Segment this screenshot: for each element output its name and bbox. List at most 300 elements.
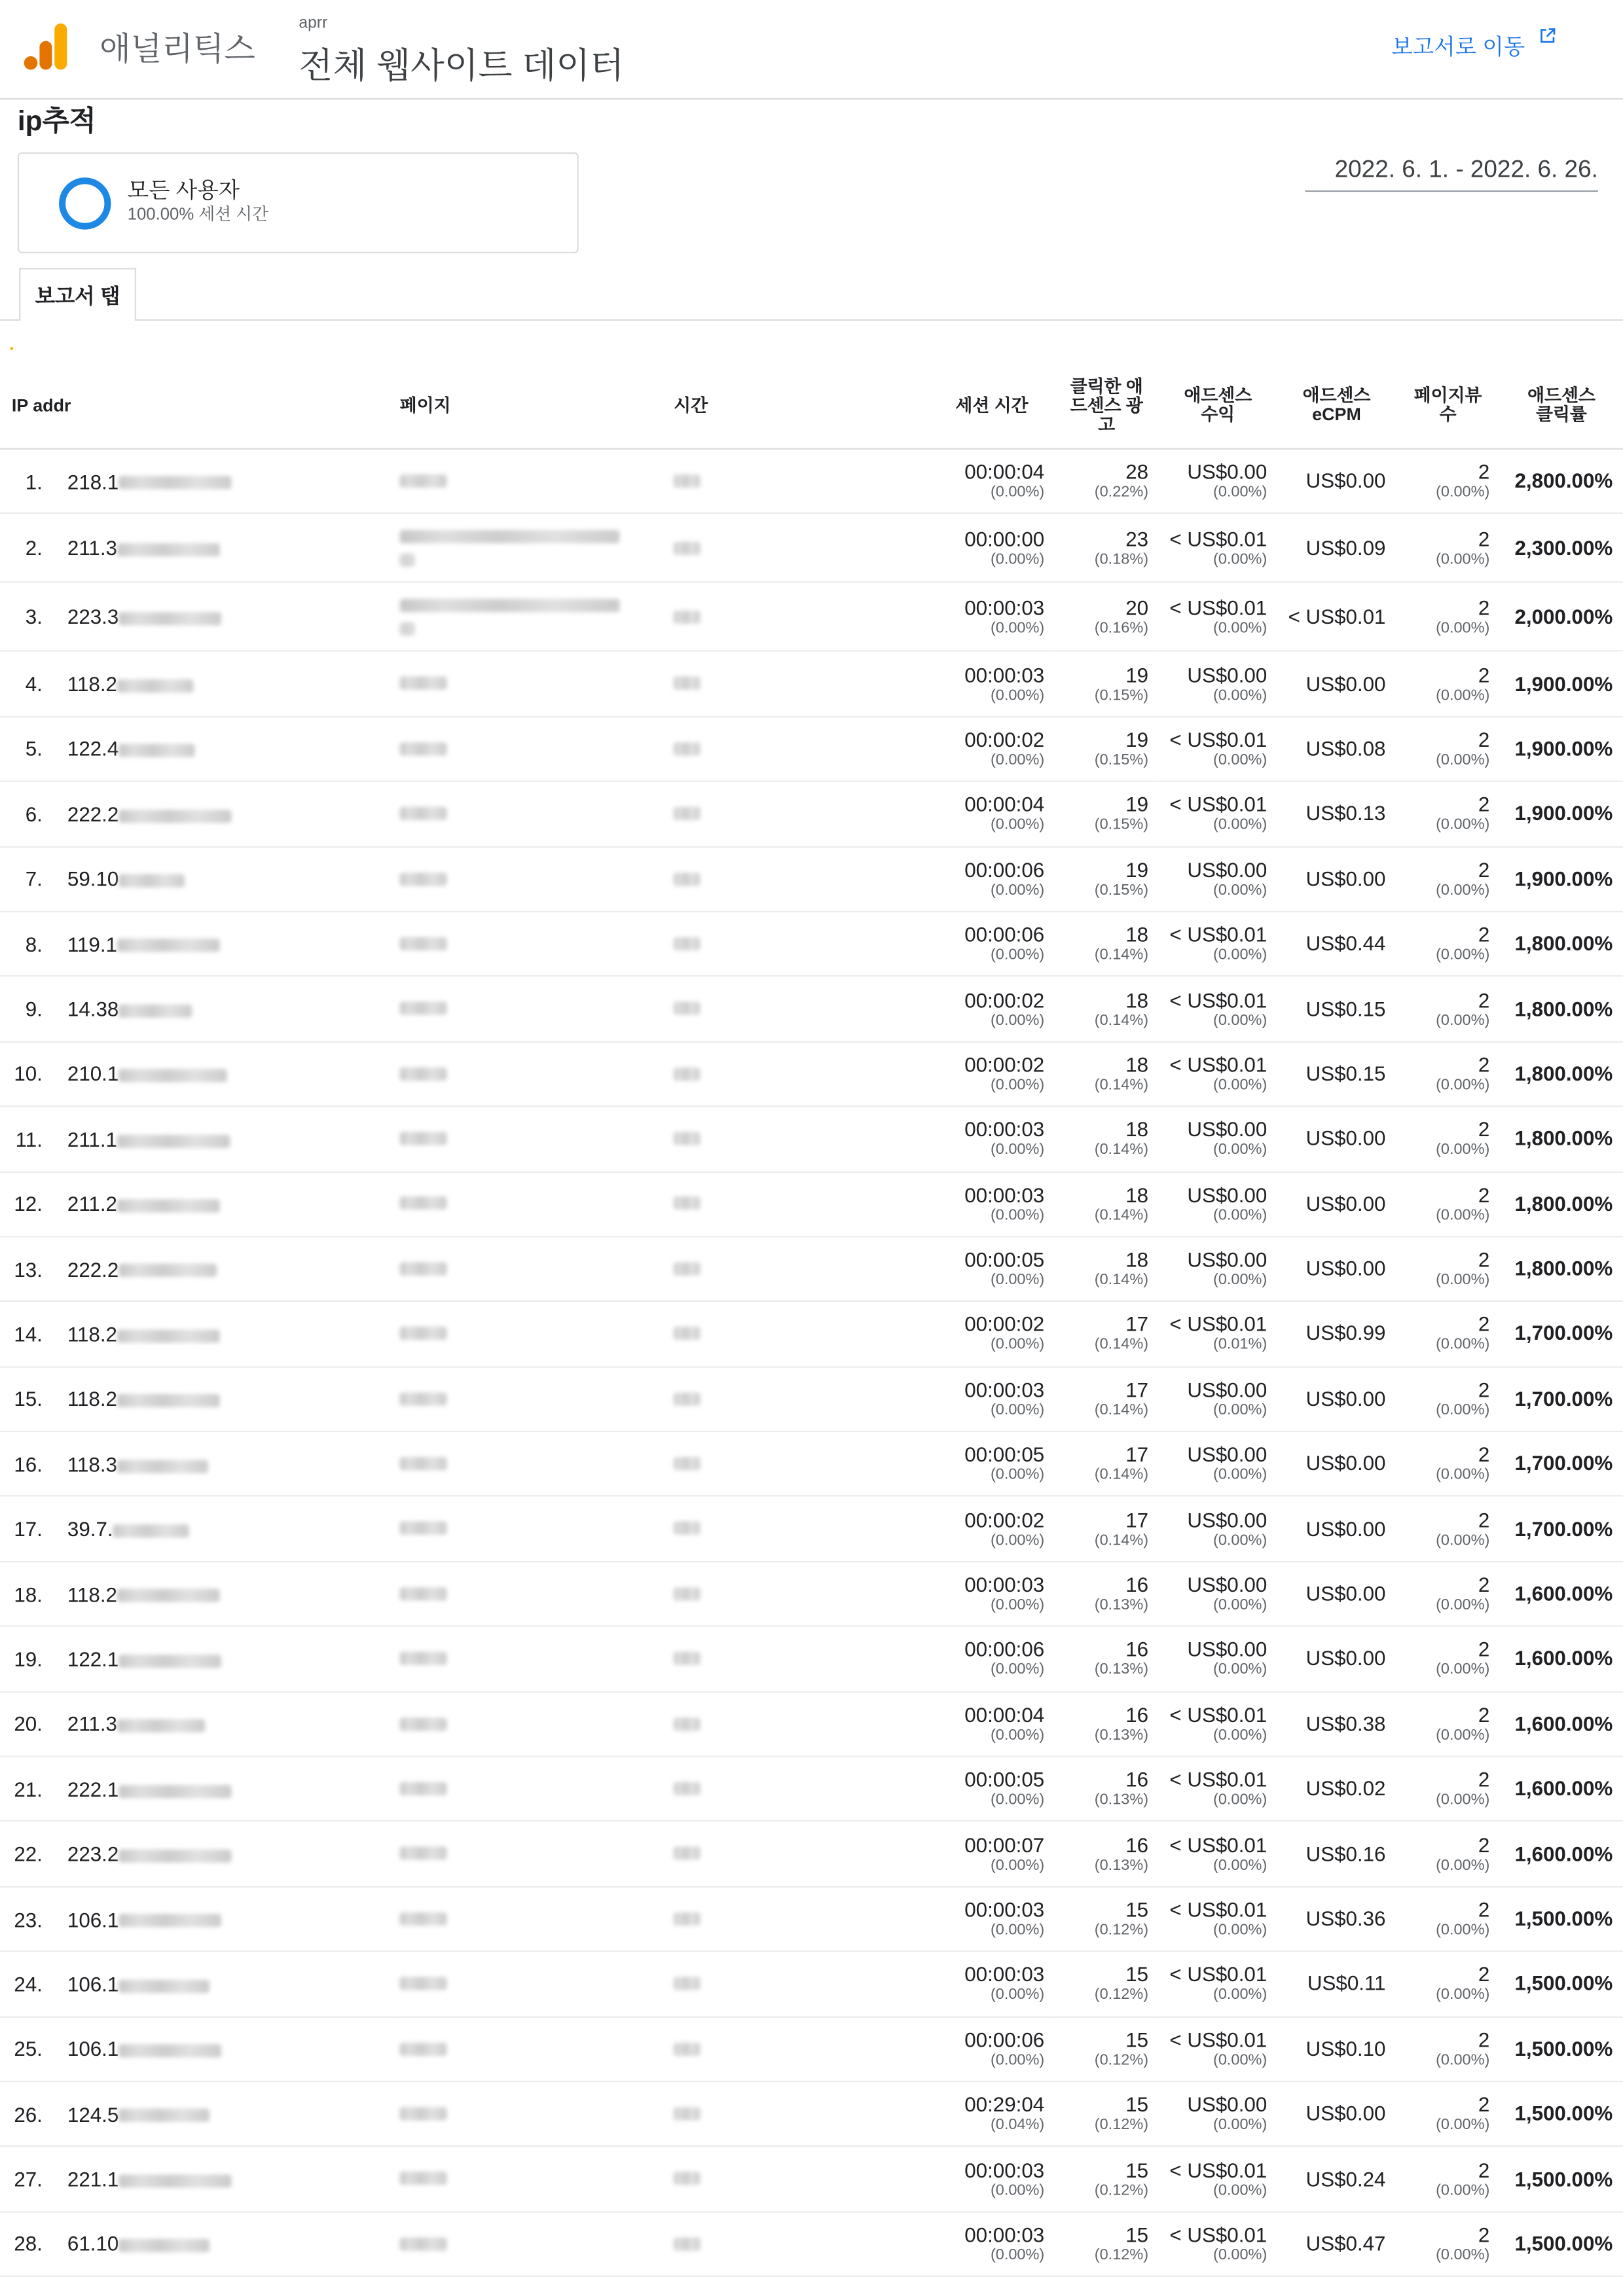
adsense-ctr-value: 1,800.00%	[1514, 1061, 1613, 1085]
adsense-ctr-cell	[1500, 781, 1623, 846]
time-redacted	[674, 1912, 700, 1925]
ip-cell	[56, 2147, 400, 2212]
pageviews-pct: (0.00%)	[1436, 2246, 1490, 2264]
page-redacted	[400, 1132, 447, 1145]
ip-visible: 211.1	[67, 1127, 117, 1151]
adsense-clicks-value: 19	[1125, 662, 1149, 687]
table-row	[0, 846, 1623, 911]
session-time-value: 00:00:06	[964, 1638, 1045, 1662]
adsense-clicks-pct: (0.14%)	[1094, 1401, 1149, 1419]
pageviews-value: 2	[1478, 1572, 1490, 1596]
adsense-clicks-value: 16	[1125, 1638, 1149, 1662]
time-cell	[674, 1626, 886, 1691]
session-time-value: 00:00:03	[964, 1378, 1045, 1401]
session-time-cell	[886, 1107, 1055, 1172]
adsense-revenue-cell	[1159, 912, 1277, 977]
time-cell	[674, 583, 886, 651]
adsense-ecpm-value: US$0.00	[1305, 1126, 1386, 1150]
pageviews-value: 2	[1478, 1638, 1490, 1662]
adsense-ctr-cell	[1500, 2081, 1623, 2146]
adsense-ctr-cell	[1500, 846, 1623, 911]
row-rank: 15.	[0, 1367, 56, 1431]
adsense-ecpm-cell	[1277, 1562, 1396, 1626]
report-title: ip추적	[17, 107, 96, 138]
adsense-clicks-pct: (0.15%)	[1094, 686, 1149, 704]
pageviews-cell	[1396, 1496, 1500, 1561]
session-time-cell	[886, 1952, 1055, 2017]
ip-cell	[56, 781, 400, 846]
row-rank: 17.	[0, 1496, 56, 1561]
session-time-value: 00:00:03	[964, 2157, 1045, 2181]
ip-cell	[56, 2212, 400, 2276]
time-redacted	[674, 677, 700, 690]
session-time-cell	[886, 1431, 1055, 1496]
adsense-ecpm-value: US$0.00	[1305, 1191, 1386, 1215]
adsense-revenue-pct: (0.00%)	[1213, 1986, 1267, 2004]
adsense-revenue-value: < US$0.01	[1169, 1052, 1267, 1077]
session-time-value: 00:00:00	[964, 527, 1045, 550]
adsense-ecpm-value: US$0.38	[1305, 1712, 1386, 1735]
adsense-clicks-cell	[1055, 1886, 1159, 1951]
adsense-ctr-value: 1,500.00%	[1514, 2036, 1613, 2060]
page-redacted	[400, 1977, 447, 1990]
adsense-clicks-cell	[1055, 1821, 1159, 1886]
adsense-clicks-value: 18	[1125, 1117, 1149, 1141]
time-redacted	[674, 1327, 700, 1340]
adsense-ecpm-value: US$0.99	[1305, 1321, 1386, 1345]
session-time-pct: (0.00%)	[990, 1921, 1045, 1939]
adsense-ctr-cell	[1500, 1562, 1623, 1626]
ip-redacted	[119, 1004, 192, 1017]
adsense-ecpm-value: US$0.16	[1305, 1841, 1386, 1865]
segment-card	[18, 152, 579, 253]
pageviews-cell	[1396, 1952, 1500, 2017]
ip-visible: 106.1	[67, 1972, 119, 1996]
session-time-cell	[886, 1757, 1055, 1821]
adsense-revenue-cell	[1159, 449, 1277, 514]
adsense-revenue-pct: (0.00%)	[1213, 1206, 1267, 1224]
adsense-ctr-value: 1,800.00%	[1514, 1256, 1613, 1280]
session-time-value: 00:00:03	[964, 596, 1045, 620]
row-rank: 16.	[0, 1431, 56, 1496]
adsense-clicks-value: 15	[1125, 1897, 1149, 1922]
page-cell	[400, 1886, 674, 1951]
row-rank: 4.	[0, 651, 56, 716]
pageviews-pct: (0.00%)	[1436, 751, 1490, 769]
ip-cell	[56, 1496, 400, 1561]
page-redacted	[400, 1457, 447, 1470]
adsense-clicks-pct: (0.14%)	[1094, 1271, 1149, 1289]
table-row	[0, 1367, 1623, 1431]
column-header-page: 페이지	[400, 363, 674, 449]
adsense-revenue-pct: (0.00%)	[1213, 619, 1267, 637]
pageviews-value: 2	[1478, 1962, 1490, 1986]
adsense-ecpm-value: US$0.47	[1305, 2231, 1386, 2255]
adsense-clicks-cell	[1055, 1626, 1159, 1691]
adsense-ctr-cell	[1500, 651, 1623, 716]
pageviews-value: 2	[1478, 2092, 1490, 2117]
ip-redacted	[117, 543, 220, 556]
pageviews-pct: (0.00%)	[1436, 686, 1490, 704]
adsense-clicks-pct: (0.13%)	[1094, 1856, 1149, 1874]
time-redacted	[674, 2172, 700, 2185]
external-link-icon	[1540, 28, 1556, 45]
time-redacted	[674, 1782, 700, 1795]
ip-redacted	[119, 1914, 221, 1928]
pageviews-pct: (0.00%)	[1436, 1401, 1490, 1419]
pageviews-pct: (0.00%)	[1436, 1206, 1490, 1224]
time-redacted	[674, 872, 700, 885]
pageviews-cell	[1396, 514, 1500, 583]
adsense-revenue-cell	[1159, 2212, 1277, 2276]
session-time-value: 00:00:06	[964, 857, 1045, 882]
page-cell	[400, 1302, 674, 1367]
table-row	[0, 449, 1623, 514]
adsense-clicks-pct: (0.13%)	[1094, 1596, 1149, 1614]
table-row	[0, 2212, 1623, 2276]
ip-cell	[56, 1041, 400, 1106]
adsense-clicks-pct: (0.13%)	[1094, 1661, 1149, 1679]
adsense-ecpm-cell	[1277, 1952, 1396, 2017]
pageviews-value: 2	[1478, 527, 1490, 550]
page-cell	[400, 1367, 674, 1431]
adsense-clicks-pct: (0.14%)	[1094, 946, 1149, 964]
row-rank: 14.	[0, 1302, 56, 1367]
app-name: 애널리틱스	[100, 30, 255, 67]
session-time-pct: (0.00%)	[990, 483, 1045, 501]
session-time-cell	[886, 977, 1055, 1041]
adsense-ecpm-value: < US$0.01	[1288, 604, 1386, 628]
goto-report-label: 보고서로 이동	[1391, 35, 1525, 60]
ip-cell	[56, 1626, 400, 1691]
adsense-revenue-cell	[1159, 2081, 1277, 2146]
table-row	[0, 1821, 1623, 1886]
loading-indicator-dot	[10, 347, 13, 350]
adsense-revenue-value: < US$0.01	[1169, 1767, 1267, 1791]
page-cell	[400, 846, 674, 911]
adsense-ctr-value: 1,800.00%	[1514, 996, 1613, 1020]
adsense-ecpm-value: US$0.36	[1305, 1906, 1386, 1930]
adsense-revenue-cell	[1159, 1302, 1277, 1367]
page-redacted	[400, 1262, 447, 1275]
adsense-ctr-value: 1,500.00%	[1514, 1971, 1613, 1996]
time-cell	[674, 1757, 886, 1821]
adsense-clicks-cell	[1055, 1562, 1159, 1626]
adsense-revenue-cell	[1159, 1431, 1277, 1496]
ip-redacted	[117, 1134, 230, 1147]
adsense-clicks-value: 15	[1125, 2028, 1149, 2051]
tab-report[interactable]: 보고서 탭	[19, 268, 136, 321]
adsense-clicks-pct: (0.15%)	[1094, 751, 1149, 769]
adsense-clicks-pct: (0.14%)	[1094, 1466, 1149, 1484]
time-cell	[674, 1952, 886, 2017]
table-row	[0, 1691, 1623, 1756]
adsense-ctr-cell	[1500, 1952, 1623, 2017]
adsense-revenue-pct: (0.00%)	[1213, 1726, 1267, 1744]
adsense-revenue-pct: (0.00%)	[1213, 1076, 1267, 1094]
adsense-revenue-value: US$0.00	[1187, 459, 1267, 484]
adsense-ctr-cell	[1500, 1107, 1623, 1172]
adsense-clicks-value: 15	[1125, 2223, 1149, 2246]
session-time-value: 00:00:02	[964, 988, 1045, 1011]
pageviews-cell	[1396, 1172, 1500, 1236]
page-cell	[400, 2017, 674, 2081]
ip-visible: 223.3	[67, 605, 119, 629]
adsense-ctr-cell	[1500, 1691, 1623, 1756]
row-rank: 12.	[0, 1172, 56, 1236]
time-cell	[674, 846, 886, 911]
page-cell	[400, 1172, 674, 1236]
session-time-cell	[886, 717, 1055, 781]
session-time-value: 00:00:03	[964, 662, 1045, 687]
adsense-ecpm-cell	[1277, 1496, 1396, 1561]
time-cell	[674, 1431, 886, 1496]
pageviews-pct: (0.00%)	[1436, 2051, 1490, 2069]
ip-visible: 14.38	[67, 997, 119, 1021]
page-redacted	[400, 1327, 447, 1340]
adsense-ecpm-value: US$0.24	[1305, 2166, 1386, 2191]
pageviews-pct: (0.00%)	[1436, 1921, 1490, 1939]
segment-ring-icon	[58, 177, 111, 230]
table-row	[0, 2147, 1623, 2212]
table-row	[0, 2017, 1623, 2081]
adsense-ctr-value: 1,600.00%	[1514, 1581, 1613, 1605]
table-row	[0, 1757, 1623, 1821]
row-rank: 21.	[0, 1757, 56, 1821]
ip-cell	[56, 717, 400, 781]
pageviews-pct: (0.00%)	[1436, 1141, 1490, 1159]
pageviews-value: 2	[1478, 857, 1490, 882]
time-redacted	[674, 1392, 700, 1405]
pageviews-value: 2	[1478, 922, 1490, 946]
session-time-cell	[886, 1562, 1055, 1626]
adsense-ecpm-cell	[1277, 846, 1396, 911]
session-time-value: 00:00:07	[964, 1833, 1045, 1857]
adsense-clicks-cell	[1055, 1236, 1159, 1301]
adsense-revenue-cell	[1159, 977, 1277, 1041]
table-row	[0, 912, 1623, 977]
ip-visible: 222.1	[67, 1777, 119, 1801]
time-cell	[674, 514, 886, 583]
adsense-ctr-cell	[1500, 1431, 1623, 1496]
adsense-ctr-value: 1,900.00%	[1514, 866, 1613, 890]
adsense-clicks-cell	[1055, 2017, 1159, 2081]
ip-redacted	[119, 744, 194, 757]
page-cell	[400, 1496, 674, 1561]
session-time-value: 00:00:03	[964, 1183, 1045, 1206]
adsense-revenue-pct: (0.00%)	[1213, 2246, 1267, 2264]
adsense-clicks-value: 18	[1125, 1052, 1149, 1077]
time-redacted	[674, 2107, 700, 2120]
adsense-clicks-cell	[1055, 1107, 1159, 1172]
pageviews-value: 2	[1478, 2223, 1490, 2246]
pageviews-pct: (0.00%)	[1436, 881, 1490, 899]
adsense-clicks-cell	[1055, 912, 1159, 977]
adsense-revenue-cell	[1159, 1041, 1277, 1106]
adsense-revenue-cell	[1159, 651, 1277, 716]
ip-visible: 222.2	[67, 802, 119, 826]
adsense-ctr-value: 1,500.00%	[1514, 2166, 1613, 2191]
adsense-clicks-value: 16	[1125, 1702, 1149, 1727]
table-row	[0, 1626, 1623, 1691]
session-time-cell	[886, 1691, 1055, 1756]
ip-visible: 124.5	[67, 2102, 119, 2126]
ip-visible: 122.1	[67, 1647, 119, 1671]
pageviews-value: 2	[1478, 1183, 1490, 1206]
adsense-ecpm-cell	[1277, 1107, 1396, 1172]
page-cell	[400, 2147, 674, 2212]
session-time-value: 00:00:04	[964, 793, 1045, 816]
page-cell	[400, 2212, 674, 2276]
adsense-clicks-value: 16	[1125, 1833, 1149, 1857]
adsense-clicks-pct: (0.12%)	[1094, 1921, 1149, 1939]
session-time-value: 00:00:03	[964, 2223, 1045, 2246]
column-header-adsense-ecpm: 애드센스 eCPM	[1277, 363, 1396, 449]
adsense-clicks-value: 17	[1125, 1443, 1149, 1467]
adsense-revenue-value: US$0.00	[1187, 1378, 1267, 1401]
page-cell	[400, 1041, 674, 1106]
adsense-clicks-cell	[1055, 2212, 1159, 2276]
adsense-ctr-cell	[1500, 1886, 1623, 1951]
adsense-revenue-pct: (0.00%)	[1213, 816, 1267, 834]
adsense-clicks-cell	[1055, 1431, 1159, 1496]
ip-cell	[56, 1562, 400, 1626]
adsense-clicks-cell	[1055, 1367, 1159, 1431]
adsense-ecpm-cell	[1277, 1431, 1396, 1496]
time-redacted	[674, 807, 700, 820]
adsense-ctr-cell	[1500, 1496, 1623, 1561]
ip-visible: 218.1	[67, 469, 119, 493]
pageviews-cell	[1396, 583, 1500, 651]
adsense-clicks-cell	[1055, 846, 1159, 911]
adsense-revenue-cell	[1159, 2147, 1277, 2212]
session-time-pct: (0.00%)	[990, 1856, 1045, 1874]
adsense-clicks-value: 23	[1125, 527, 1149, 550]
adsense-revenue-cell	[1159, 1952, 1277, 2017]
session-time-cell	[886, 2081, 1055, 2146]
page-redacted	[400, 1587, 447, 1600]
page-redacted	[400, 1652, 447, 1665]
adsense-clicks-value: 28	[1125, 459, 1149, 484]
adsense-revenue-pct: (0.00%)	[1213, 2181, 1267, 2199]
session-time-cell	[886, 1367, 1055, 1431]
adsense-ecpm-cell	[1277, 449, 1396, 514]
ip-cell	[56, 1821, 400, 1886]
column-header-adsense-clicks: 클릭한 애드센스 광고	[1055, 363, 1159, 449]
page-redacted	[400, 1197, 447, 1210]
pageviews-cell	[1396, 651, 1500, 716]
ip-visible: 106.1	[67, 1907, 119, 1931]
page-redacted	[400, 2042, 447, 2055]
session-time-value: 00:00:02	[964, 1507, 1045, 1532]
adsense-clicks-cell	[1055, 1691, 1159, 1756]
page-redacted	[400, 2107, 447, 2120]
pageviews-pct: (0.00%)	[1436, 1661, 1490, 1679]
adsense-ctr-value: 1,700.00%	[1514, 1451, 1613, 1475]
ip-visible: 122.4	[67, 737, 119, 761]
adsense-ctr-value: 1,500.00%	[1514, 2101, 1613, 2125]
adsense-ecpm-value: US$0.00	[1305, 1256, 1386, 1280]
row-rank: 3.	[0, 583, 56, 651]
ip-visible: 210.1	[67, 1062, 119, 1086]
session-time-pct: (0.00%)	[990, 881, 1045, 899]
adsense-ctr-cell	[1500, 514, 1623, 583]
adsense-ecpm-value: US$0.00	[1305, 1516, 1386, 1540]
ip-redacted	[117, 1460, 208, 1473]
session-time-cell	[886, 1236, 1055, 1301]
session-time-value: 00:00:05	[964, 1443, 1045, 1467]
goto-report-link[interactable]	[1391, 31, 1556, 62]
adsense-revenue-cell	[1159, 1691, 1277, 1756]
adsense-ecpm-cell	[1277, 1757, 1396, 1821]
ip-redacted	[119, 1850, 231, 1863]
pageviews-value: 2	[1478, 2157, 1490, 2181]
time-cell	[674, 449, 886, 514]
pageviews-cell	[1396, 2081, 1500, 2146]
adsense-revenue-pct: (0.00%)	[1213, 1271, 1267, 1289]
ip-visible: 118.2	[67, 1387, 117, 1411]
date-range: 2022. 6. 1. - 2022. 6. 26.	[1305, 156, 1597, 192]
adsense-ecpm-value: US$0.09	[1305, 535, 1386, 560]
adsense-ctr-value: 1,900.00%	[1514, 801, 1613, 825]
adsense-clicks-value: 20	[1125, 596, 1149, 620]
session-time-cell	[886, 846, 1055, 911]
session-time-pct: (0.00%)	[990, 1206, 1045, 1224]
adsense-revenue-cell	[1159, 514, 1277, 583]
adsense-revenue-value: US$0.00	[1187, 1247, 1267, 1272]
column-header-session-time: 세션 시간	[886, 363, 1055, 449]
session-time-cell	[886, 1041, 1055, 1106]
pageviews-cell	[1396, 846, 1500, 911]
ip-redacted	[119, 613, 221, 626]
pageviews-pct: (0.00%)	[1436, 946, 1490, 964]
adsense-clicks-value: 16	[1125, 1767, 1149, 1791]
pageviews-pct: (0.00%)	[1436, 1336, 1490, 1354]
adsense-clicks-cell	[1055, 449, 1159, 514]
pageviews-cell	[1396, 1757, 1500, 1821]
page-redacted	[400, 937, 447, 950]
adsense-ctr-value: 1,600.00%	[1514, 1712, 1613, 1735]
ip-redacted	[119, 1069, 227, 1083]
adsense-clicks-pct: (0.14%)	[1094, 1011, 1149, 1029]
pageviews-cell	[1396, 1236, 1500, 1301]
row-rank: 27.	[0, 2147, 56, 2212]
page-cell	[400, 651, 674, 716]
page-redacted	[400, 1522, 447, 1535]
session-time-cell	[886, 514, 1055, 583]
adsense-clicks-value: 16	[1125, 1572, 1149, 1596]
adsense-ecpm-cell	[1277, 977, 1396, 1041]
adsense-revenue-pct: (0.00%)	[1213, 1921, 1267, 1939]
table-row	[0, 977, 1623, 1041]
adsense-ecpm-value: US$0.15	[1305, 996, 1386, 1020]
adsense-ctr-value: 1,500.00%	[1514, 1906, 1613, 1930]
pageviews-value: 2	[1478, 793, 1490, 816]
session-time-value: 00:00:04	[964, 1702, 1045, 1727]
adsense-clicks-cell	[1055, 2081, 1159, 2146]
ip-cell	[56, 1302, 400, 1367]
time-cell	[674, 1107, 886, 1172]
session-time-pct: (0.00%)	[990, 1011, 1045, 1029]
pageviews-cell	[1396, 1821, 1500, 1886]
ip-cell	[56, 2081, 400, 2146]
row-rank: 25.	[0, 2017, 56, 2081]
ip-redacted	[117, 1589, 220, 1602]
adsense-ctr-value: 1,500.00%	[1514, 2231, 1613, 2255]
ip-redacted	[119, 1265, 217, 1278]
page-cell	[400, 449, 674, 514]
adsense-ctr-value: 1,700.00%	[1514, 1516, 1613, 1540]
